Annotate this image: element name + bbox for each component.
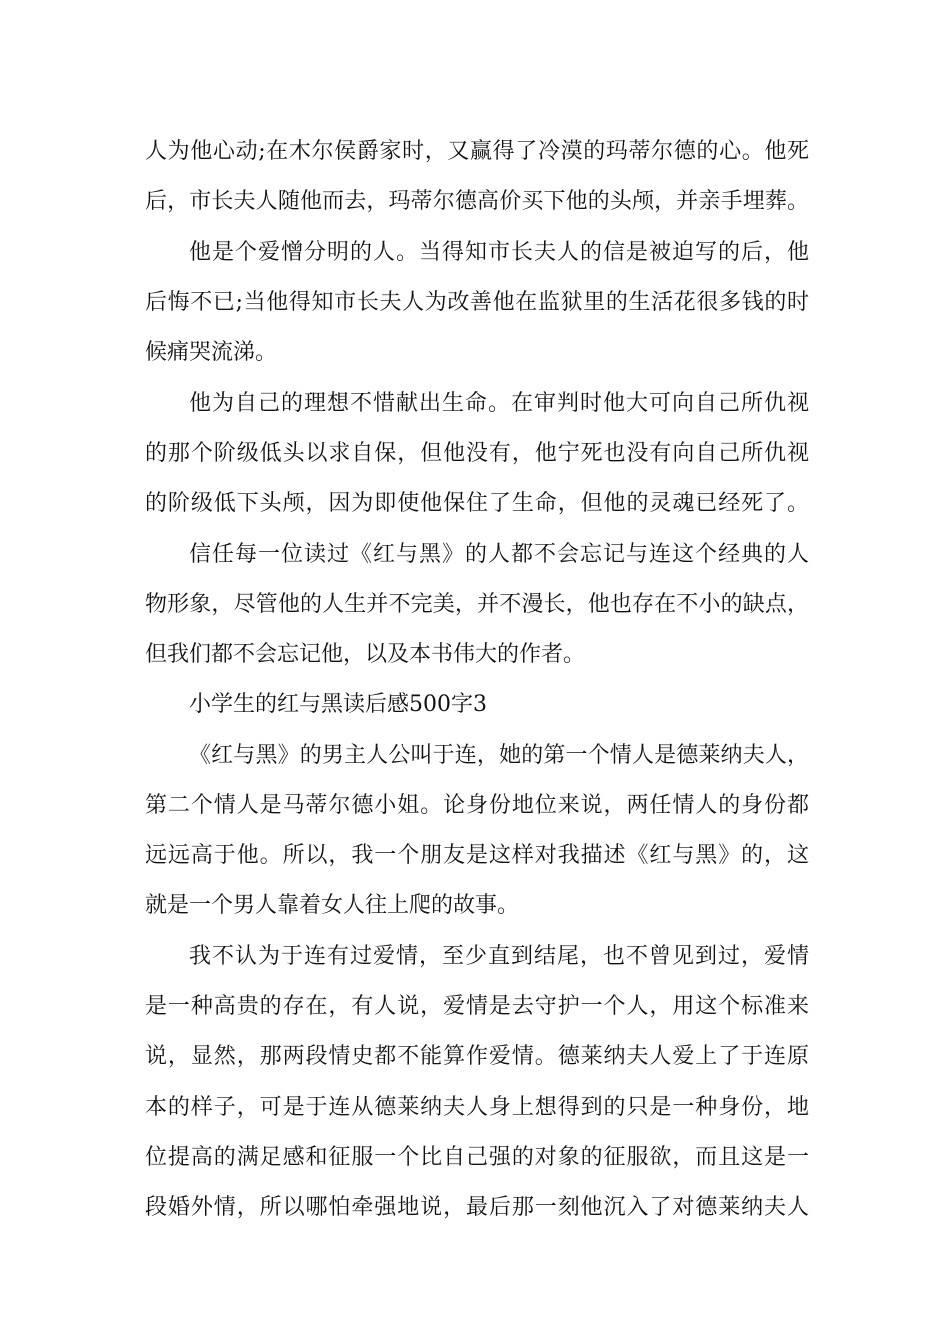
text-line: 就是一个男人靠着女人往上爬的故事。: [145, 893, 520, 918]
text-line: 说，显然，那两段情史都不能算作爱情。德莱纳夫人爱上了于连原: [145, 1044, 809, 1069]
text-line: 后悔不已;当他得知市长夫人为改善他在监狱里的生活花很多钱的时: [145, 290, 809, 315]
text-line: 本的样子，可是于连从德莱纳夫人身上想得到的只是一种身份，地: [145, 1095, 809, 1120]
text-line: 后，市长夫人随他而去，玛蒂尔德高价买下他的头颅，并亲手埋葬。: [145, 189, 809, 214]
paragraph-start: 信任每一位读过《红与黑》的人都不会忘记与连这个经典的人: [189, 542, 809, 567]
text-line: 的那个阶级低头以求自保，但他没有，他宁死也没有向自己所仇视: [145, 441, 809, 466]
section-heading: 小学生的红与黑读后感500字3: [189, 692, 487, 717]
text-line: 候痛哭流涕。: [145, 340, 278, 365]
text-line: 第二个情人是马蒂尔德小姐。论身份地位来说，两任情人的身份都: [145, 793, 809, 818]
text-line: 人为他心动;在木尔侯爵家时，又赢得了冷漠的玛蒂尔德的心。他死: [145, 139, 809, 164]
paragraph-start: 《红与黑》的男主人公叫于连，她的第一个情人是德莱纳夫人，: [189, 743, 809, 768]
paragraph-start: 他是个爱憎分明的人。当得知市长夫人的信是被迫写的后，他: [189, 240, 809, 265]
text-line: 是一种高贵的存在，有人说，爱情是去守护一个人，用这个标准来: [145, 994, 809, 1019]
paragraph-start: 他为自己的理想不惜献出生命。在审判时他大可向自己所仇视: [189, 391, 809, 416]
text-line: 段婚外情，所以哪怕牵强地说，最后那一刻他沉入了对德莱纳夫人: [145, 1195, 809, 1220]
paragraph-start: 我不认为于连有过爱情，至少直到结尾，也不曾见到过，爱情: [189, 944, 809, 969]
text-line: 远远高于他。所以，我一个朋友是这样对我描述《红与黑》的，这: [145, 843, 809, 868]
text-line: 但我们都不会忘记他，以及本书伟大的作者。: [145, 642, 586, 667]
text-line: 物形象，尽管他的人生并不完美，并不漫长，他也存在不小的缺点，: [145, 592, 809, 617]
text-line: 位提高的满足感和征服一个比自己强的对象的征服欲，而且这是一: [145, 1145, 809, 1170]
text-line: 的阶级低下头颅，因为即使他保住了生命，但他的灵魂已经死了。: [145, 491, 809, 516]
